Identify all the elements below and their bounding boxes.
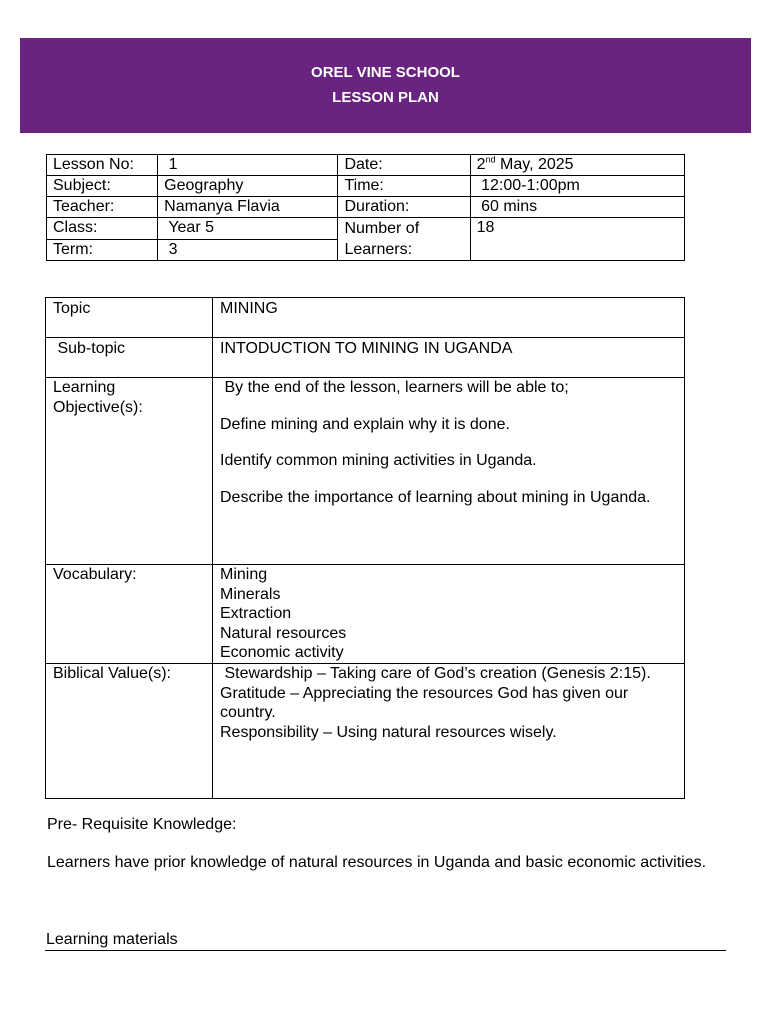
- table-row: [47, 176, 685, 197]
- prerequisite-body: Learners have prior knowledge of natural resources in Uganda and basic economic activities.: [47, 854, 707, 871]
- objective-item: Describe the importance of learning about mining in Uganda.: [220, 488, 651, 506]
- class-label: Class:: [47, 218, 158, 240]
- duration-label: Duration:: [338, 197, 470, 218]
- document-title: LESSON PLAN: [332, 89, 439, 106]
- table-row: [47, 155, 685, 176]
- term-label: Term:: [47, 239, 158, 261]
- vocabulary-item: Mining: [220, 566, 268, 583]
- date-day: 2: [476, 156, 486, 173]
- vocabulary-item: Economic activity: [220, 644, 344, 661]
- vocabulary-list: [213, 565, 685, 664]
- topic-label: Topic: [46, 298, 213, 338]
- prerequisite-heading: Pre- Requisite Knowledge:: [47, 816, 237, 833]
- school-name: OREL VINE SCHOOL: [311, 64, 460, 81]
- date-label: Date:: [338, 155, 470, 176]
- vocabulary-item: Minerals: [220, 585, 281, 603]
- date-suffix: nd: [485, 154, 496, 165]
- materials-heading: Learning materials: [46, 931, 178, 948]
- class-value: Year 5: [158, 218, 338, 240]
- header-banner: [20, 38, 751, 133]
- lesson-no-value: 1: [158, 155, 338, 176]
- duration-value: 60 mins: [470, 197, 684, 218]
- subject-value: Geography: [158, 176, 338, 197]
- value-item: Responsibility – Using natural resources wisely.: [220, 723, 557, 741]
- table-row: [46, 378, 685, 565]
- value-item: Gratitude – Appreciating the resources God has given our country.: [220, 684, 629, 721]
- topic-value: MINING: [213, 298, 685, 338]
- value-item: Stewardship – Taking care of God’s creation (Genesis 2:15).: [220, 665, 651, 682]
- learners-value: 18: [470, 218, 684, 261]
- lesson-no-label: Lesson No:: [47, 155, 158, 176]
- objectives-label: Learning Objective(s):: [46, 378, 213, 565]
- objective-item: Identify common mining activities in Uganda.: [220, 452, 537, 469]
- objectives-list: [213, 378, 685, 565]
- objective-item: Define mining and explain why it is done.: [220, 415, 510, 433]
- teacher-label: Teacher:: [47, 197, 158, 218]
- values-label: Biblical Value(s):: [46, 664, 213, 799]
- materials-divider: [45, 950, 726, 951]
- objective-intro: By the end of the lesson, learners will be able to;: [220, 379, 569, 396]
- vocabulary-item: Extraction: [220, 605, 292, 622]
- time-value: 12:00-1:00pm: [470, 176, 684, 197]
- vocabulary-item: Natural resources: [220, 624, 347, 642]
- subtopic-value: INTODUCTION TO MINING IN UGANDA: [213, 338, 685, 378]
- table-row: [46, 664, 685, 799]
- table-row: [47, 197, 685, 218]
- teacher-value: Namanya Flavia: [158, 197, 338, 218]
- values-list: [213, 664, 685, 799]
- learners-label: Number of Learners:: [338, 218, 470, 261]
- vocabulary-label: Vocabulary:: [46, 565, 213, 664]
- lesson-info-table: [46, 154, 685, 261]
- date-value: [470, 155, 684, 176]
- subtopic-label: Sub-topic: [46, 338, 213, 378]
- subject-label: Subject:: [47, 176, 158, 197]
- table-row: [46, 338, 685, 378]
- lesson-details-table: [45, 297, 685, 799]
- table-row: [47, 218, 685, 240]
- time-label: Time:: [338, 176, 470, 197]
- term-value: 3: [158, 239, 338, 261]
- table-row: [46, 565, 685, 664]
- date-rest: May, 2025: [495, 156, 574, 173]
- table-row: [46, 298, 685, 338]
